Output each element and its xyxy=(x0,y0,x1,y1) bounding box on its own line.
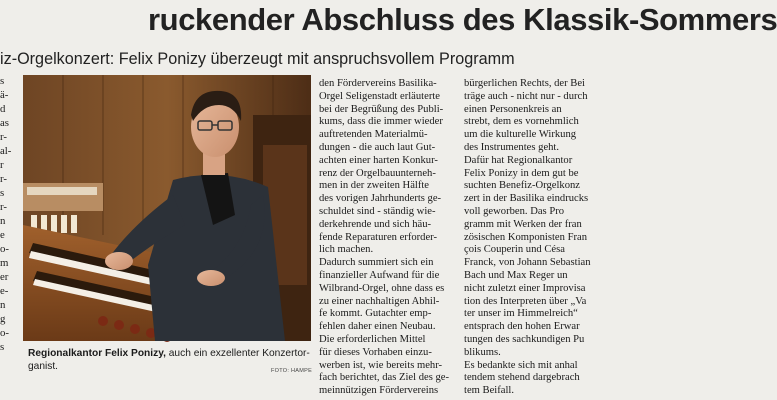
text-line: r- xyxy=(0,131,7,143)
text-line: zösischen Komponisten Fran xyxy=(464,231,587,243)
text-line: g xyxy=(0,313,6,325)
text-line: fe kommt. Gutachter emp- xyxy=(319,308,432,320)
text-line: zert in der Basilika eindrucks xyxy=(464,193,589,205)
text-line: schuldet sind - ständig wie- xyxy=(319,205,436,217)
text-line: kums, dass die immer wieder xyxy=(319,116,443,128)
text-line: fende Reparaturen erforder- xyxy=(319,231,438,243)
text-line: Orgel Seligenstadt erläuterte xyxy=(319,90,441,102)
text-line: träge auch - nicht nur - durch xyxy=(464,90,588,102)
text-line: çois Couperin und Césa xyxy=(464,244,565,256)
article-headline: ruckender Abschluss des Klassik-Sommers xyxy=(148,2,777,37)
article-subheadline: iz-Orgelkonzert: Felix Ponizy überzeugt mit anspruchsvollem Programm xyxy=(0,50,515,68)
text-line: men in der zweiten Hälfte xyxy=(319,180,430,192)
text-line: d xyxy=(0,103,6,115)
text-line: achten einer harten Konkur- xyxy=(319,154,438,166)
text-line: gramm mit Werken der fran xyxy=(464,218,582,230)
text-line: strebt, dem es vornehmlich xyxy=(464,116,579,128)
text-line: Es bedankte sich mit anhal xyxy=(464,359,578,371)
text-line: lich machen. xyxy=(319,244,374,256)
text-line: derkehrende und sich häu- xyxy=(319,218,432,230)
text-line: tem Beifall. xyxy=(464,385,515,397)
text-line: dungen - die auch laut Gut- xyxy=(319,141,436,153)
text-line: bei der Begrüßung des Publi- xyxy=(319,103,444,115)
text-line: s xyxy=(0,75,5,87)
text-line: o- xyxy=(0,243,9,255)
organist-photo xyxy=(23,75,311,341)
caption-text: auch ein exzellenter Konzertor- xyxy=(165,348,310,359)
text-line: fehlen daher einen Neubau. xyxy=(319,321,436,333)
text-line: m xyxy=(0,257,9,269)
text-line: zu einer nachhaltigen Abhil- xyxy=(319,295,440,307)
text-line: r xyxy=(0,159,4,171)
text-line: suchten Benefiz-Orgelkonz xyxy=(464,180,580,192)
text-line: finanzieller Aufwand für die xyxy=(319,269,440,281)
text-line: entsprach den hohen Erwar xyxy=(464,321,580,333)
photo-credit: FOTO: HAMPE xyxy=(271,368,313,374)
text-line: Die erforderlichen Mittel xyxy=(319,333,426,345)
text-line: voll geworben. Das Pro xyxy=(464,205,565,217)
middle-text-column xyxy=(319,78,459,397)
text-line: al- xyxy=(0,145,12,157)
text-line: des vorigen Jahrhunderts ge- xyxy=(319,193,442,205)
text-line: renz der Orgelbauunterneh- xyxy=(319,167,436,179)
right-text-column xyxy=(464,78,600,397)
text-line: n xyxy=(0,299,6,311)
caption-text-line2: ganist. xyxy=(28,361,59,372)
text-line: auftretenden Materialmü- xyxy=(319,129,428,141)
text-line: werben ist, wie bereits mehr- xyxy=(319,359,443,371)
text-line: nicht zuletzt einer Improvisa xyxy=(464,282,586,294)
text-line: r- xyxy=(0,201,7,213)
text-line: n xyxy=(0,215,6,227)
text-line: o- xyxy=(0,327,9,339)
text-line: r- xyxy=(0,173,7,185)
text-line: er xyxy=(0,271,9,283)
text-line: fach berichtet, das Ziel des ge- xyxy=(319,372,450,384)
text-line: des Instrumentes geht. xyxy=(464,141,560,153)
text-line: Wilbrand-Orgel, ohne dass es xyxy=(319,282,445,294)
text-line: bürgerlichen Rechts, der Bei xyxy=(464,78,586,89)
text-line: s xyxy=(0,187,5,199)
text-line: tion des Interpreten über „Va xyxy=(464,295,587,307)
text-line: den Fördervereins Basilika- xyxy=(319,78,437,89)
text-line: tendem stehend dargebrach xyxy=(464,372,580,384)
text-line: Felix Ponizy in dem gut be xyxy=(464,167,579,179)
caption-name: Regionalkantor Felix Ponizy, xyxy=(28,348,166,359)
text-line: tungen des sachkundigen Pu xyxy=(464,333,585,345)
text-line: einen Personenkreis an xyxy=(464,103,562,115)
text-line: Franck, von Johann Sebastian xyxy=(464,257,591,269)
text-line: ter unser im Himmelreich“ xyxy=(464,308,578,320)
text-line: Dafür hat Regionalkantor xyxy=(464,154,573,166)
left-text-column xyxy=(0,74,18,384)
text-line: meinnützigen Fördervereins xyxy=(319,385,439,397)
text-line: für dieses Vorhaben einzu- xyxy=(319,346,432,358)
text-line: e- xyxy=(0,285,9,297)
text-line: um die kulturelle Wirkung xyxy=(464,129,577,141)
text-line: blikums. xyxy=(464,346,501,358)
text-line: ä- xyxy=(0,89,9,101)
text-line: s xyxy=(0,341,5,353)
organist-photo-image xyxy=(23,75,311,341)
text-line: e xyxy=(0,229,5,241)
text-line: as xyxy=(0,117,9,129)
text-line: Bach und Max Reger un xyxy=(464,269,568,281)
text-line: Dadurch summiert sich ein xyxy=(319,257,434,269)
